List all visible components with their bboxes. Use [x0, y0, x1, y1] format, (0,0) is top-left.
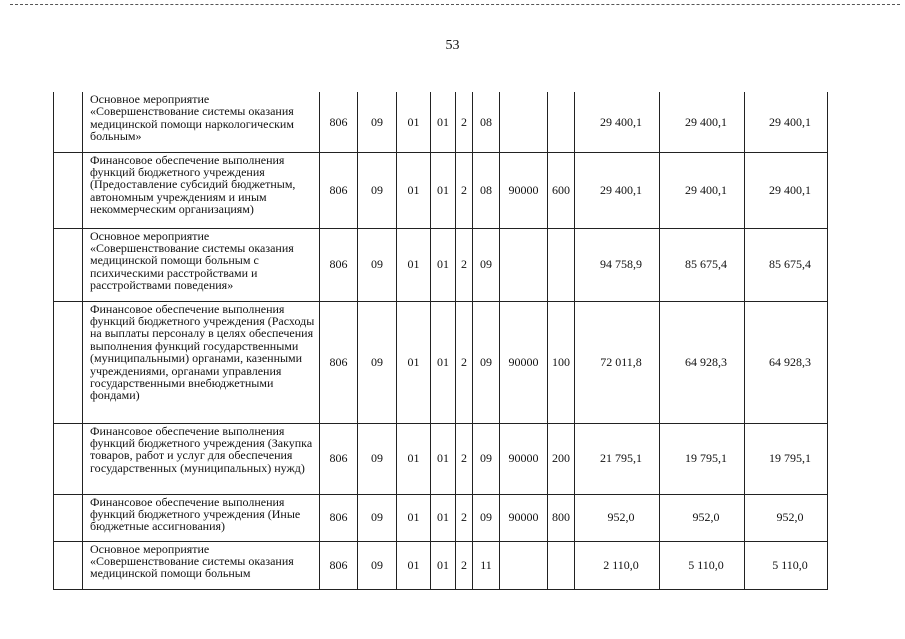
amount-year-2-cell: 19 795,1 — [660, 423, 745, 494]
section-code-cell: 09 — [358, 92, 397, 152]
event-code-cell: 08 — [473, 92, 500, 152]
subprogram-code-cell: 2 — [456, 423, 473, 494]
item-name-cell: Финансовое обеспечение выполнения функций бюджетного учреждения (Расходы на выплаты персоналу в целях обеспечения выполнения функций государственными (муниципальными) органами, казенными учреждениями, органами управления государственными внебюджетными фондами) — [83, 301, 320, 423]
event-code-cell: 09 — [473, 228, 500, 301]
amount-year-2-cell: 29 400,1 — [660, 92, 745, 152]
subsection-code-cell: 01 — [397, 494, 431, 541]
amount-year-2-cell: 85 675,4 — [660, 228, 745, 301]
row-number-cell — [54, 228, 83, 301]
subsection-code-cell: 01 — [397, 423, 431, 494]
amount-year-3-cell: 19 795,1 — [745, 423, 828, 494]
amount-year-3-cell: 64 928,3 — [745, 301, 828, 423]
amount-year-3-cell: 5 110,0 — [745, 541, 828, 589]
subprogram-code-cell: 2 — [456, 92, 473, 152]
ministry-code-cell: 806 — [320, 301, 358, 423]
program-code-cell: 01 — [431, 423, 456, 494]
section-code-cell: 09 — [358, 423, 397, 494]
amount-year-1-cell: 2 110,0 — [575, 541, 660, 589]
program-code-cell: 01 — [431, 92, 456, 152]
subsection-code-cell: 01 — [397, 541, 431, 589]
amount-year-1-cell: 72 011,8 — [575, 301, 660, 423]
subprogram-code-cell: 2 — [456, 541, 473, 589]
table-row — [54, 152, 828, 228]
ministry-code-cell: 806 — [320, 494, 358, 541]
subprogram-code-cell: 2 — [456, 152, 473, 228]
row-number-cell — [54, 423, 83, 494]
subprogram-code-cell: 2 — [456, 228, 473, 301]
direction-code-cell — [500, 541, 548, 589]
expense-type-code-cell — [548, 228, 575, 301]
row-number-cell — [54, 541, 83, 589]
ministry-code-cell: 806 — [320, 228, 358, 301]
event-code-cell: 08 — [473, 152, 500, 228]
event-code-cell: 09 — [473, 423, 500, 494]
program-code-cell: 01 — [431, 301, 456, 423]
section-code-cell: 09 — [358, 228, 397, 301]
expense-type-code-cell: 600 — [548, 152, 575, 228]
table-row — [54, 301, 828, 423]
program-code-cell: 01 — [431, 228, 456, 301]
direction-code-cell: 90000 — [500, 301, 548, 423]
event-code-cell: 11 — [473, 541, 500, 589]
subsection-code-cell: 01 — [397, 92, 431, 152]
table-row — [54, 494, 828, 541]
direction-code-cell: 90000 — [500, 423, 548, 494]
row-number-cell — [54, 494, 83, 541]
amount-year-3-cell: 29 400,1 — [745, 92, 828, 152]
section-code-cell: 09 — [358, 301, 397, 423]
page-number: 53 — [445, 38, 460, 53]
item-name-cell: Основное мероприятие «Совершенствование системы оказания медицинской помощи больным — [83, 541, 320, 589]
event-code-cell: 09 — [473, 301, 500, 423]
item-name-cell: Финансовое обеспечение выполнения функций бюджетного учреждения (Предоставление субсидий бюджетным, автономным учреждениям и иным некоммерческим организациям) — [83, 152, 320, 228]
expense-type-code-cell: 800 — [548, 494, 575, 541]
section-code-cell: 09 — [358, 541, 397, 589]
amount-year-1-cell: 21 795,1 — [575, 423, 660, 494]
subprogram-code-cell: 2 — [456, 494, 473, 541]
event-code-cell: 09 — [473, 494, 500, 541]
item-name-cell: Основное мероприятие «Совершенствование системы оказания медицинской помощи больным с психическими расстройствами и расстройствами поведения» — [83, 228, 320, 301]
amount-year-1-cell: 94 758,9 — [575, 228, 660, 301]
item-name-cell: Финансовое обеспечение выполнения функций бюджетного учреждения (Иные бюджетные ассигнования) — [83, 494, 320, 541]
subsection-code-cell: 01 — [397, 228, 431, 301]
direction-code-cell: 90000 — [500, 152, 548, 228]
amount-year-2-cell: 5 110,0 — [660, 541, 745, 589]
direction-code-cell — [500, 92, 548, 152]
program-code-cell: 01 — [431, 152, 456, 228]
row-number-cell — [54, 92, 83, 152]
page-top-rule — [10, 4, 900, 5]
expense-type-code-cell — [548, 541, 575, 589]
table-row — [54, 228, 828, 301]
subprogram-code-cell: 2 — [456, 301, 473, 423]
item-name-cell: Основное мероприятие «Совершенствование системы оказания медицинской помощи наркологическим больным» — [83, 92, 320, 152]
amount-year-3-cell: 85 675,4 — [745, 228, 828, 301]
section-code-cell: 09 — [358, 494, 397, 541]
amount-year-1-cell: 29 400,1 — [575, 152, 660, 228]
table-row — [54, 541, 828, 589]
amount-year-2-cell: 64 928,3 — [660, 301, 745, 423]
amount-year-3-cell: 952,0 — [745, 494, 828, 541]
row-number-cell — [54, 301, 83, 423]
table-row — [54, 423, 828, 494]
section-code-cell: 09 — [358, 152, 397, 228]
budget-table — [53, 92, 828, 590]
program-code-cell: 01 — [431, 541, 456, 589]
ministry-code-cell: 806 — [320, 92, 358, 152]
ministry-code-cell: 806 — [320, 541, 358, 589]
amount-year-2-cell: 952,0 — [660, 494, 745, 541]
expense-type-code-cell — [548, 92, 575, 152]
ministry-code-cell: 806 — [320, 423, 358, 494]
amount-year-3-cell: 29 400,1 — [745, 152, 828, 228]
direction-code-cell: 90000 — [500, 494, 548, 541]
item-name-cell: Финансовое обеспечение выполнения функций бюджетного учреждения (Закупка товаров, работ и услуг для обеспечения государственных (муниципальных) нужд) — [83, 423, 320, 494]
amount-year-1-cell: 29 400,1 — [575, 92, 660, 152]
table-row — [54, 92, 828, 152]
amount-year-2-cell: 29 400,1 — [660, 152, 745, 228]
program-code-cell: 01 — [431, 494, 456, 541]
row-number-cell — [54, 152, 83, 228]
expense-type-code-cell: 100 — [548, 301, 575, 423]
ministry-code-cell: 806 — [320, 152, 358, 228]
subsection-code-cell: 01 — [397, 152, 431, 228]
expense-type-code-cell: 200 — [548, 423, 575, 494]
subsection-code-cell: 01 — [397, 301, 431, 423]
amount-year-1-cell: 952,0 — [575, 494, 660, 541]
direction-code-cell — [500, 228, 548, 301]
